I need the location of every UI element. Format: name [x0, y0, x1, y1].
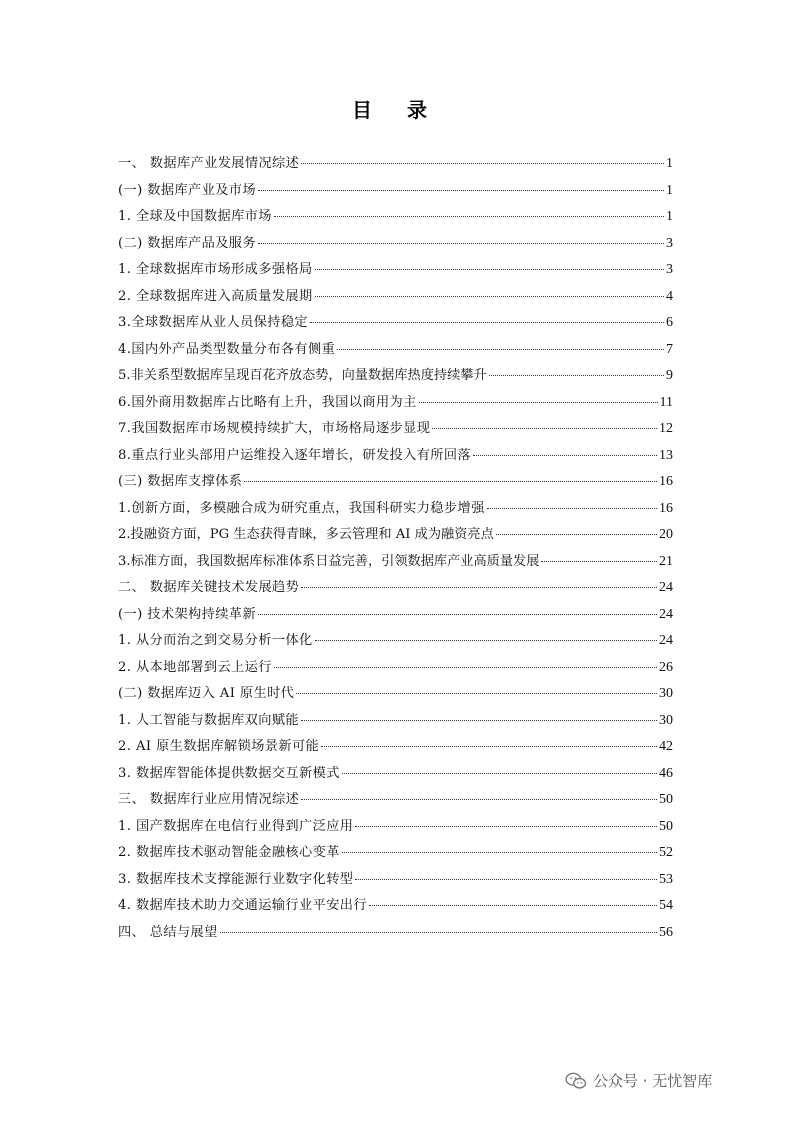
toc-entry-page-number: 4	[666, 288, 673, 304]
toc-entry-label: 3. 数据库技术支撑能源行业数字化转型	[118, 871, 354, 887]
toc-entry-label: (一) 数据库产业及市场	[118, 182, 256, 198]
toc-entry-label: (二) 数据库迈入 AI 原生时代	[118, 686, 295, 701]
dot-leader	[258, 243, 664, 244]
dot-leader	[342, 852, 657, 853]
toc-entry[interactable]	[118, 815, 673, 842]
dot-leader	[432, 428, 657, 429]
dot-leader	[258, 614, 657, 615]
toc-entry[interactable]	[118, 285, 673, 312]
toc-entry[interactable]	[118, 179, 673, 206]
toc-entry-page-number: 13	[659, 447, 673, 463]
toc-entry[interactable]	[118, 709, 673, 736]
toc-entry[interactable]	[118, 364, 673, 391]
toc-entry-label: 2. 从本地部署到云上运行	[118, 659, 272, 675]
toc-entry-label: 一、 数据库产业发展情况综述	[118, 156, 300, 171]
toc-entry-label: 2. 全球数据库进入高质量发展期	[118, 288, 313, 304]
toc-entry[interactable]	[118, 788, 673, 815]
dot-leader	[337, 349, 664, 350]
toc-entry[interactable]	[118, 470, 673, 497]
toc-entry-label: (三) 数据库支撑体系	[118, 474, 243, 489]
toc-entry[interactable]	[118, 523, 673, 550]
toc-entry-page-number: 42	[659, 739, 673, 754]
toc-entry-page-number: 46	[659, 765, 673, 781]
dot-leader	[296, 693, 657, 694]
dot-leader	[274, 667, 657, 668]
dot-leader	[301, 587, 657, 588]
toc-entry-page-number: 20	[659, 527, 673, 542]
toc-entry-page-number: 3	[666, 262, 673, 277]
toc-entry-page-number: 11	[659, 394, 673, 410]
dot-leader	[541, 561, 657, 562]
toc-entry-page-number: 3	[666, 235, 673, 251]
toc-entry[interactable]	[118, 682, 673, 709]
toc-entry-page-number: 50	[659, 792, 673, 807]
toc-entry-page-number: 52	[659, 845, 673, 860]
toc-entry-label: 四、 总结与展望	[118, 924, 218, 940]
toc-entry-page-number: 16	[659, 500, 673, 516]
page-title: 目 录	[352, 98, 441, 122]
dot-leader	[220, 932, 657, 933]
toc-entry-page-number: 56	[659, 924, 673, 940]
toc-entry-page-number: 1	[666, 182, 673, 198]
toc-entry-label: 1.创新方面，多模融合成为研究重点，我国科研实力稳步增强	[118, 500, 485, 516]
dot-leader	[310, 322, 664, 323]
toc-entry-page-number: 24	[659, 633, 673, 648]
dot-leader	[301, 720, 657, 721]
toc-entry[interactable]	[118, 338, 673, 365]
dot-leader	[315, 269, 664, 270]
toc-entry[interactable]	[118, 205, 673, 232]
table-of-contents	[118, 152, 673, 947]
toc-entry-label: 1. 国产数据库在电信行业得到广泛应用	[118, 818, 354, 834]
toc-entry[interactable]	[118, 232, 673, 259]
toc-entry[interactable]	[118, 629, 673, 656]
watermark	[565, 1070, 712, 1091]
dot-leader	[473, 455, 657, 456]
toc-entry-label: 8.重点行业头部用户运维投入逐年增长，研发投入有所回落	[118, 447, 472, 463]
toc-entry-label: 1. 人工智能与数据库双向赋能	[118, 712, 300, 728]
toc-entry[interactable]	[118, 921, 673, 948]
toc-entry-page-number: 50	[659, 818, 673, 834]
toc-entry[interactable]	[118, 841, 673, 868]
toc-entry[interactable]	[118, 417, 673, 444]
dot-leader	[342, 773, 657, 774]
toc-entry-label: 3.全球数据库从业人员保持稳定	[118, 315, 309, 330]
toc-entry[interactable]	[118, 444, 673, 471]
dot-leader	[244, 481, 657, 482]
dot-leader	[496, 534, 657, 535]
toc-entry-page-number: 1	[666, 209, 673, 224]
toc-entry-label: 3. 数据库智能体提供数据交互新模式	[118, 765, 340, 781]
toc-entry[interactable]	[118, 152, 673, 179]
dot-leader	[315, 640, 657, 641]
toc-entry-label: 1. 全球及中国数据库市场	[118, 209, 272, 224]
toc-entry-page-number: 7	[666, 341, 673, 357]
toc-entry-label: 5.非关系型数据库呈现百花齐放态势，向量数据库热度持续攀升	[118, 368, 487, 383]
toc-entry[interactable]	[118, 603, 673, 630]
toc-entry-page-number: 26	[659, 659, 673, 675]
dot-leader	[315, 296, 664, 297]
toc-entry[interactable]	[118, 497, 673, 524]
toc-entry[interactable]	[118, 576, 673, 603]
dot-leader	[274, 216, 664, 217]
dot-leader	[258, 190, 664, 191]
toc-entry[interactable]	[118, 391, 673, 418]
toc-entry[interactable]	[118, 550, 673, 577]
toc-entry[interactable]	[118, 735, 673, 762]
toc-entry-label: 2. AI 原生数据库解锁场景新可能	[118, 739, 320, 754]
toc-entry-page-number: 30	[659, 712, 673, 728]
dot-leader	[301, 163, 664, 164]
toc-entry-label: 二、 数据库关键技术发展趋势	[118, 580, 300, 595]
toc-entry-page-number: 54	[659, 898, 673, 913]
toc-entry[interactable]	[118, 311, 673, 338]
toc-entry-page-number: 21	[659, 553, 673, 569]
toc-entry[interactable]	[118, 656, 673, 683]
toc-entry-page-number: 30	[659, 686, 673, 701]
dot-leader	[487, 508, 657, 509]
dot-leader	[419, 402, 658, 403]
dot-leader	[321, 746, 657, 747]
toc-entry[interactable]	[118, 762, 673, 789]
toc-entry-page-number: 16	[659, 474, 673, 489]
toc-entry-page-number: 9	[666, 368, 673, 383]
toc-entry-page-number: 1	[666, 156, 673, 171]
toc-entry-page-number: 6	[666, 315, 673, 330]
toc-entry-label: 1. 全球数据库市场形成多强格局	[118, 262, 313, 277]
toc-entry-label: 2. 数据库技术驱动智能金融核心变革	[118, 845, 340, 860]
toc-entry-label: 6.国外商用数据库占比略有上升，我国以商用为主	[118, 394, 417, 410]
watermark-text: 公众号 · 无忧智库	[593, 1072, 713, 1090]
toc-entry-label: 7.我国数据库市场规模持续扩大，市场格局逐步显现	[118, 421, 431, 436]
toc-entry-label: 1. 从分而治之到交易分析一体化	[118, 633, 313, 648]
wechat-icon	[565, 1072, 587, 1090]
dot-leader	[369, 905, 657, 906]
dot-leader	[355, 826, 657, 827]
dot-leader	[355, 879, 657, 880]
toc-entry-page-number: 24	[659, 580, 673, 595]
toc-entry-page-number: 12	[659, 421, 673, 436]
dot-leader	[489, 375, 664, 376]
toc-entry-label: 三、 数据库行业应用情况综述	[118, 792, 300, 807]
toc-entry-label: 4.国内外产品类型数量分布各有侧重	[118, 341, 336, 357]
toc-entry-page-number: 24	[659, 606, 673, 622]
toc-entry-label: 3.标准方面，我国数据库标准体系日益完善，引领数据库产业高质量发展	[118, 553, 540, 569]
toc-entry[interactable]	[118, 258, 673, 285]
toc-entry-label: (二) 数据库产品及服务	[118, 235, 256, 251]
toc-entry[interactable]	[118, 868, 673, 895]
toc-entry-label: (一) 技术架构持续革新	[118, 606, 256, 622]
toc-entry[interactable]	[118, 894, 673, 921]
dot-leader	[301, 799, 657, 800]
toc-entry-label: 4. 数据库技术助力交通运输行业平安出行	[118, 898, 367, 913]
toc-entry-page-number: 53	[659, 871, 673, 887]
toc-entry-label: 2.投融资方面，PG 生态获得青睐，多云管理和 AI 成为融资亮点	[118, 527, 494, 542]
